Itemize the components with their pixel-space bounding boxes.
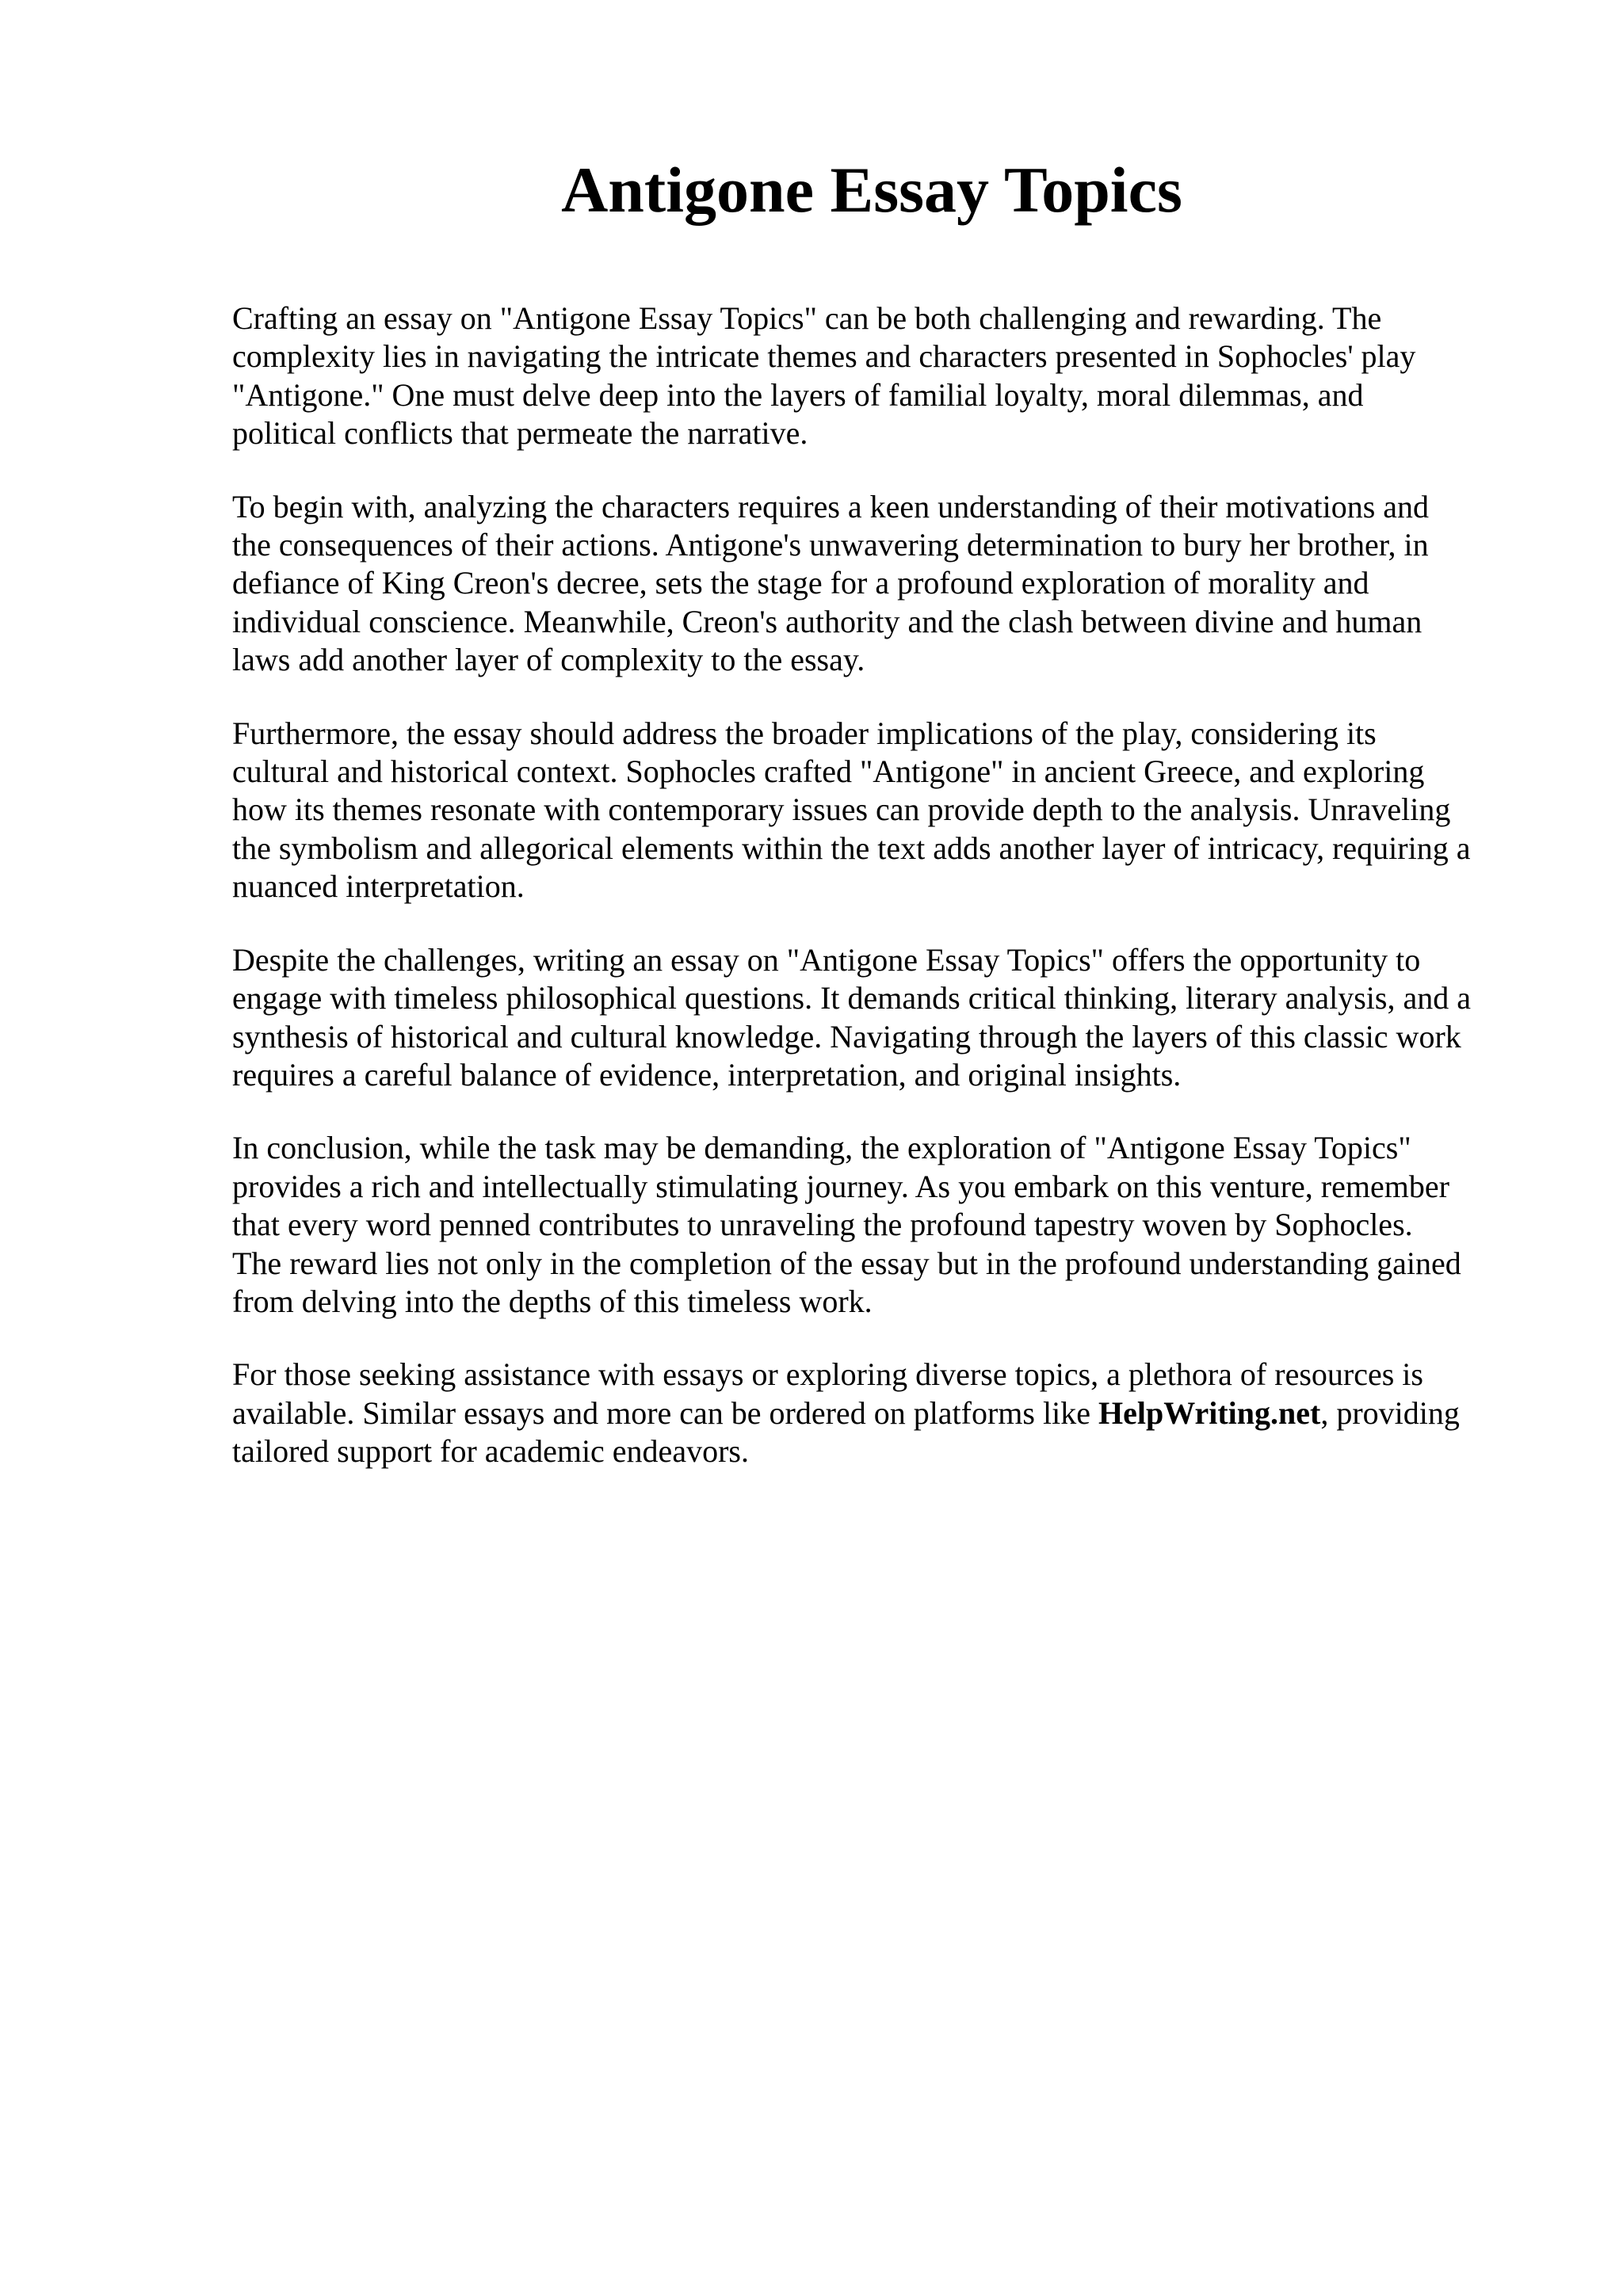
paragraph-6 (232, 1356, 1540, 1470)
essay-body (232, 299, 1540, 1506)
paragraph-6-text-before-link: For those seeking assistance with essays or exploring diverse topics, a plethora of resources is available. Similar essays and more can be ordered on platforms like (232, 1356, 1423, 1431)
paragraph-6-text-after-link: , providing tailored support for academic endeavors. (232, 1394, 1460, 1470)
paragraph-5: In conclusion, while the task may be demanding, the exploration of "Antigone Essay Topics" provides a rich and intellectually stimulating journey. As you embark on this venture, remember that every word penned contributes to unraveling the profound tapestry woven by Sophocles. The reward lies not only in the completion of the essay but in the profound understanding gained from delving into the depths of this timeless work. (232, 1130, 1461, 1319)
paragraph-3: Furthermore, the essay should address the broader implications of the play, considering its cultural and historical context. Sophocles crafted "Antigone" in ancient Greece, and exploring how its themes resonate with contemporary issues can provide depth to the analysis. Unraveling the symbolism and allegorical elements within the text adds another layer of intricacy, requiring a nuanced interpretation. (232, 715, 1471, 905)
paragraph-1: Crafting an essay on "Antigone Essay Topics" can be both challenging and rewarding. The complexity lies in navigating the intricate themes and characters presented in Sophocles' play "Antigone." One must delve deep into the layers of familial loyalty, moral dilemmas, and political conflicts that permeate the narrative. (232, 300, 1416, 452)
helpwriting-link[interactable]: HelpWriting.net (1098, 1394, 1321, 1431)
page-title: Antigone Essay Topics (561, 154, 1182, 226)
paragraph-2: To begin with, analyzing the characters requires a keen understanding of their motivations and the consequences of their actions. Antigone's unwavering determination to bury her brother, in defiance of King Creon's decree, sets the stage for a profound exploration of morality and individual conscience. Meanwhile, Creon's authority and the clash between divine and human laws add another layer of complexity to the essay. (232, 488, 1430, 678)
paragraph-4: Despite the challenges, writing an essay on "Antigone Essay Topics" offers the opportunity to engage with timeless philosophical questions. It demands critical thinking, literary analysis, and a synthesis of historical and cultural knowledge. Navigating through the layers of this classic work requires a careful balance of evidence, interpretation, and original insights. (232, 941, 1471, 1093)
